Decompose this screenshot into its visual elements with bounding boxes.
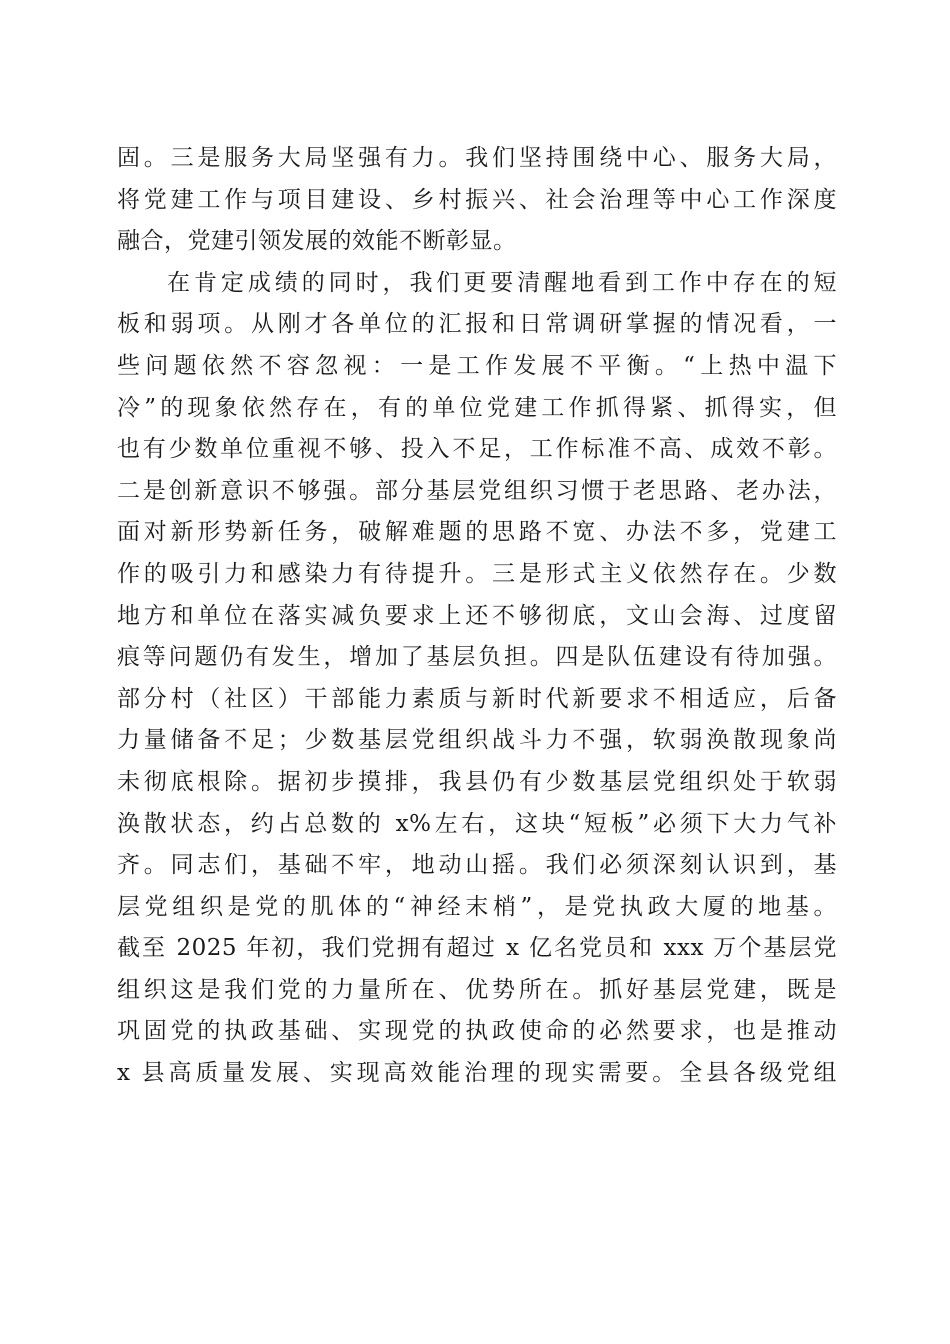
text-line: 巩固党的执政基础、实现党的执政使命的必然要求，也是推动 <box>117 1018 837 1045</box>
text-line: 未彻底根除。据初步摸排，我县仍有少数基层党组织处于软弱 <box>117 768 837 795</box>
text-line: 融合，党建引领发展的效能不断彰显。 <box>117 228 517 255</box>
text-line: 痕等问题仍有发生，增加了基层负担。四是队伍建设有待加强。 <box>117 644 837 671</box>
text-line: 截至 2025 年初，我们党拥有超过 x 亿名党员和 xxx 万个基层党 <box>117 935 837 962</box>
paragraph-first-line: 在肯定成绩的同时，我们更要清醒地看到工作中存在的短 <box>167 269 837 296</box>
text-line: 部分村（社区）干部能力素质与新时代新要求不相适应，后备 <box>117 685 837 712</box>
text-line: x 县高质量发展、实现高效能治理的现实需要。全县各级党组 <box>117 1060 837 1087</box>
text-line: 冷”的现象依然存在，有的单位党建工作抓得紧、抓得实，但 <box>117 394 837 421</box>
text-line: 二是创新意识不够强。部分基层党组织习惯于老思路、老办法， <box>117 477 837 504</box>
text-line: 作的吸引力和感染力有待提升。三是形式主义依然存在。少数 <box>117 560 837 587</box>
text-line: 涣散状态，约占总数的 x%左右，这块“短板”必须下大力气补 <box>117 810 837 837</box>
text-line: 固。三是服务大局坚强有力。我们坚持围绕中心、服务大局， <box>117 145 837 171</box>
text-line: 板和弱项。从刚才各单位的汇报和日常调研掌握的情况看，一 <box>117 311 837 338</box>
text-line: 层党组织是党的肌体的“神经末梢”，是党执政大厦的地基。 <box>117 893 837 920</box>
text-line: 组织这是我们党的力量所在、优势所在。抓好基层党建，既是 <box>117 976 837 1003</box>
body-text <box>117 138 837 1095</box>
text-line: 地方和单位在落实减负要求上还不够彻底，文山会海、过度留 <box>117 602 837 629</box>
text-line: 面对新形势新任务，破解难题的思路不宽、办法不多，党建工 <box>117 519 837 546</box>
text-line: 将党建工作与项目建设、乡村振兴、社会治理等中心工作深度 <box>117 186 837 213</box>
text-line: 力量储备不足；少数基层党组织战斗力不强，软弱涣散现象尚 <box>117 727 837 754</box>
text-line: 齐。同志们，基础不牢，地动山摇。我们必须深刻认识到，基 <box>117 852 837 879</box>
text-line: 些问题依然不容忽视：一是工作发展不平衡。“上热中温下 <box>117 352 837 379</box>
text-line: 也有少数单位重视不够、投入不足，工作标准不高、成效不彰。 <box>117 436 837 463</box>
